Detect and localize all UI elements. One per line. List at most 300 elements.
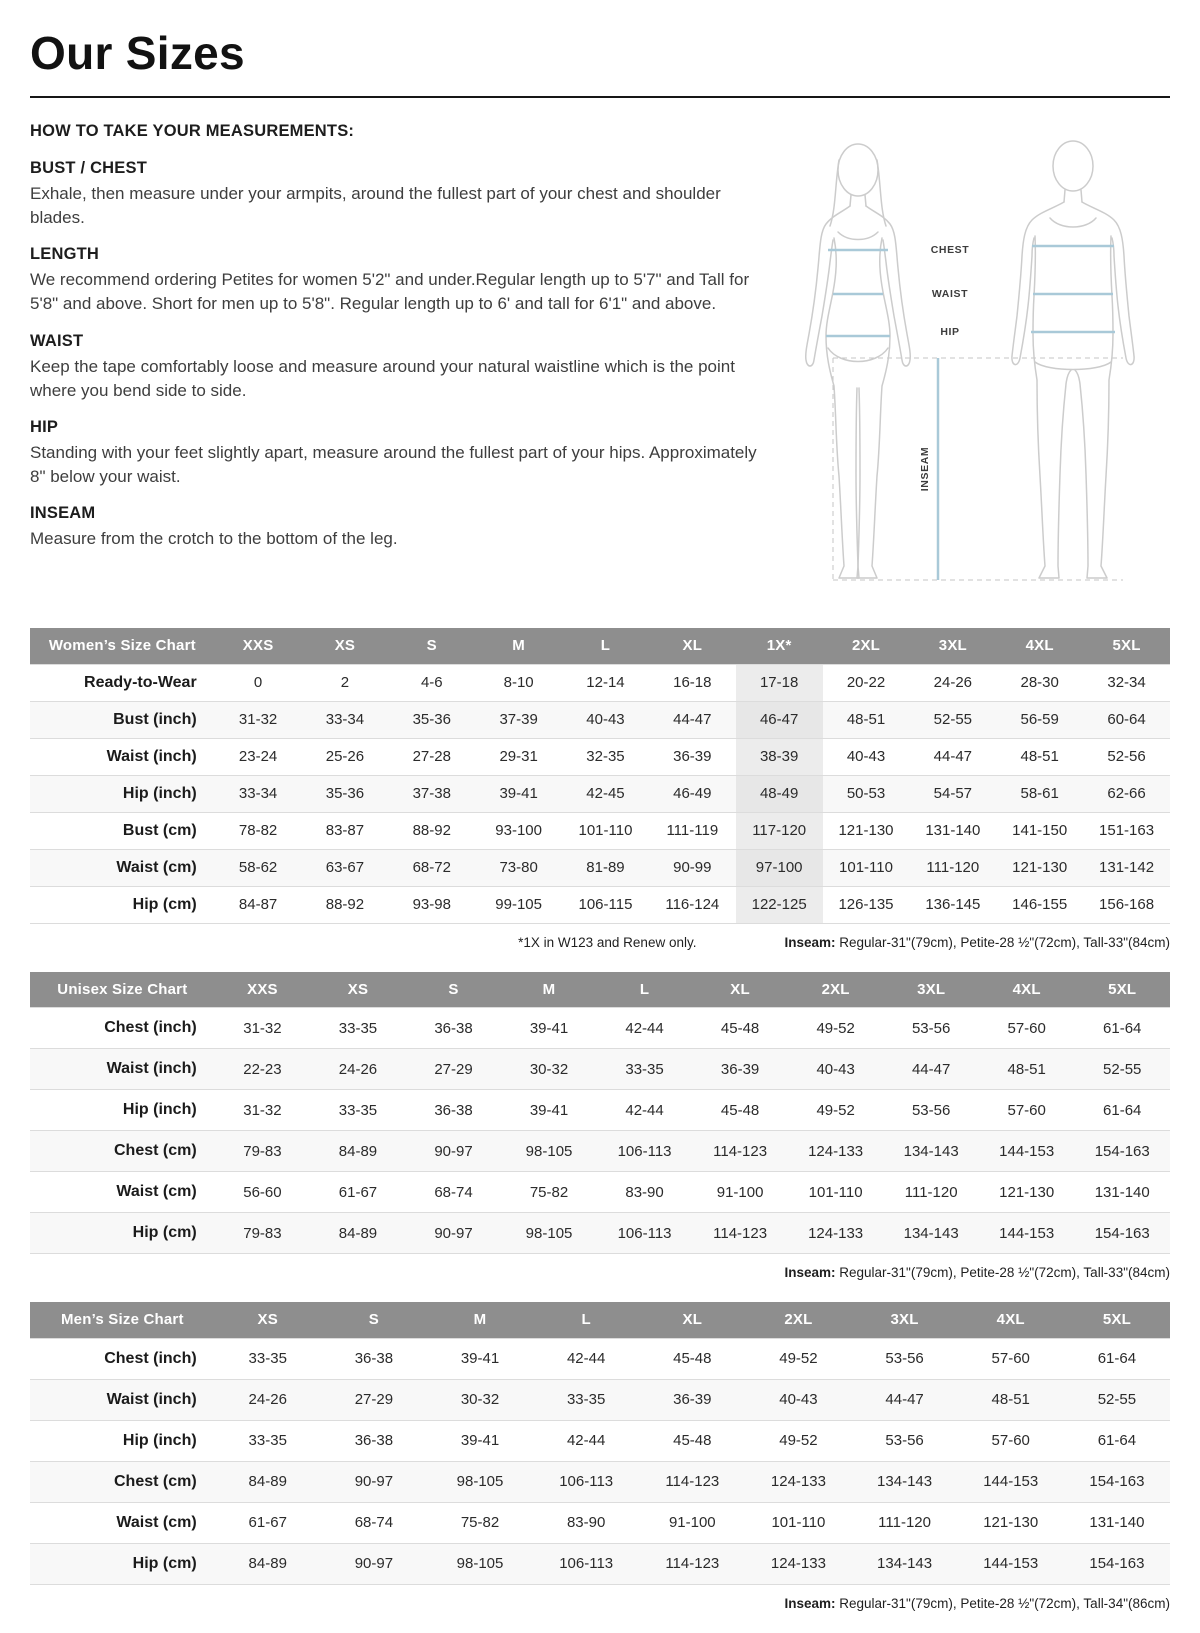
size-cell: 2	[340, 674, 350, 691]
size-cell: 122-125	[736, 886, 823, 923]
size-cell: 61-67	[338, 1183, 378, 1201]
size-cell: 68-72	[412, 859, 451, 876]
size-cell: 84-89	[248, 1555, 287, 1572]
woman-swimsuit-neckline	[838, 232, 878, 240]
size-cell: 16-18	[673, 674, 712, 691]
row-label: Chest (cm)	[113, 1142, 197, 1159]
size-cell: 48-51	[1020, 748, 1059, 765]
size-cell: 98-105	[456, 1555, 504, 1572]
size-cell: 53-56	[911, 1101, 951, 1119]
instruction-section	[30, 418, 760, 489]
size-cell: 37-38	[412, 785, 451, 802]
section-heading: HIP	[30, 417, 59, 436]
unisex-size-chart	[30, 972, 1170, 1255]
size-cell: 144-153	[983, 1473, 1039, 1490]
size-cell: 48-49	[736, 775, 823, 812]
inseam-footnote: Inseam: Regular-31"(79cm), Petite-28 ½"(72cm), Tall-33"(84cm)	[784, 1265, 1170, 1280]
size-cell: 50-53	[846, 785, 886, 802]
woman-left-arm	[805, 206, 849, 366]
table-footnotes	[30, 935, 1170, 950]
size-cell: 32-34	[1107, 674, 1146, 691]
table-row	[30, 1502, 1170, 1543]
size-cell: 75-82	[460, 1514, 500, 1531]
header-row	[30, 628, 1170, 664]
size-cell: 57-60	[991, 1350, 1030, 1367]
size-cell: 61-64	[1097, 1432, 1137, 1449]
row-label: Waist (inch)	[106, 1390, 197, 1408]
column-header: XS	[215, 1302, 321, 1338]
size-cell: 56-60	[243, 1183, 282, 1201]
size-cell: 88-92	[325, 896, 365, 913]
size-cell: 42-44	[625, 1019, 664, 1037]
size-cell: 131-140	[1094, 1183, 1150, 1201]
size-cell: 61-64	[1103, 1101, 1142, 1119]
size-cell: 36-38	[354, 1432, 394, 1449]
size-cell: 84-89	[338, 1224, 378, 1242]
column-header: S	[406, 972, 502, 1008]
body-measurement-illustration	[778, 126, 1168, 606]
size-cell: 134-143	[903, 1142, 959, 1160]
table-row	[30, 775, 1170, 812]
row-label: Waist (cm)	[116, 1513, 197, 1531]
column-header: S	[388, 628, 475, 664]
woman-right-arm	[866, 206, 910, 366]
size-cell: 98-105	[456, 1473, 504, 1490]
row-label: Waist (inch)	[106, 1060, 197, 1077]
column-header: S	[321, 1302, 427, 1338]
table-row	[30, 812, 1170, 849]
table-row	[30, 1420, 1170, 1461]
size-cell: 134-143	[877, 1473, 933, 1490]
size-cell: 44-47	[911, 1060, 951, 1078]
size-cell: 45-48	[720, 1019, 760, 1037]
size-cell: 111-120	[878, 1514, 931, 1531]
size-cell: 124-133	[808, 1224, 864, 1242]
size-cell: 45-48	[720, 1101, 760, 1119]
size-cell: 49-52	[816, 1101, 855, 1119]
size-cell: 98-105	[525, 1224, 573, 1242]
table-row	[30, 738, 1170, 775]
size-cell: 63-67	[325, 859, 365, 876]
size-cell: 42-44	[625, 1101, 664, 1119]
table-title: Unisex Size Chart	[30, 972, 215, 1008]
size-cell: 58-62	[238, 859, 278, 876]
size-cell: 90-97	[434, 1224, 473, 1242]
size-cell: 36-39	[673, 1391, 712, 1408]
measurement-instructions	[30, 122, 775, 606]
size-cell: 93-98	[412, 896, 451, 913]
size-cell: 30-32	[529, 1060, 569, 1078]
size-cell: 99-105	[495, 896, 542, 913]
man-figure	[1011, 141, 1133, 578]
measurement-sections	[30, 159, 760, 551]
size-cell: 52-55	[1103, 1060, 1142, 1078]
instruction-section	[30, 332, 760, 403]
size-cell: 83-90	[625, 1183, 664, 1201]
size-cell: 35-36	[325, 785, 365, 802]
size-cell: 38-39	[736, 738, 823, 775]
size-cell: 52-55	[933, 711, 973, 728]
instruction-section	[30, 159, 760, 230]
row-label: Waist (inch)	[106, 747, 197, 765]
page-title: Our Sizes	[30, 26, 1170, 98]
size-cell: 36-38	[434, 1101, 473, 1119]
size-cell: 45-48	[673, 1432, 712, 1449]
row-label: Chest (inch)	[104, 1019, 197, 1036]
size-cell: 60-64	[1107, 711, 1146, 728]
size-cell: 124-133	[808, 1142, 864, 1160]
table-footnotes	[30, 1265, 1170, 1280]
size-cell: 101-110	[578, 822, 633, 839]
row-label: Bust (cm)	[122, 821, 197, 839]
size-cell: 97-100	[736, 849, 823, 886]
size-cell: 90-97	[434, 1142, 473, 1160]
size-cell: 33-35	[338, 1019, 378, 1037]
size-cell: 39-41	[529, 1019, 569, 1037]
size-cell: 124-133	[770, 1555, 826, 1572]
size-cell: 36-38	[354, 1350, 394, 1367]
size-cell: 84-89	[248, 1473, 287, 1490]
size-cell: 154-163	[1094, 1224, 1150, 1242]
column-header: 4XL	[979, 972, 1075, 1008]
column-header: 4XL	[958, 1302, 1064, 1338]
woman-right-body	[857, 238, 890, 578]
size-cell: 48-51	[991, 1391, 1030, 1408]
instruction-section	[30, 245, 760, 316]
size-cell: 131-142	[1099, 859, 1155, 876]
size-cell: 156-168	[1099, 896, 1155, 913]
column-header: M	[427, 1302, 533, 1338]
table-row	[30, 1172, 1170, 1213]
size-cell: 61-64	[1103, 1019, 1142, 1037]
man-right-arm	[1082, 202, 1134, 365]
size-cell: 134-143	[903, 1224, 959, 1242]
size-cell: 134-143	[877, 1555, 933, 1572]
size-cell: 126-135	[838, 896, 894, 913]
size-cell: 42-44	[566, 1432, 606, 1449]
size-cell: 111-119	[666, 822, 719, 839]
size-cell: 90-97	[354, 1473, 394, 1490]
row-label: Chest (cm)	[113, 1472, 197, 1490]
row-label: Waist (cm)	[116, 858, 197, 876]
size-cell: 79-83	[243, 1142, 282, 1160]
hip-label: HIP	[939, 326, 960, 338]
size-cell: 101-110	[808, 1183, 863, 1201]
size-cell: 136-145	[925, 896, 981, 913]
size-cell: 22-23	[243, 1060, 282, 1078]
size-cell: 154-163	[1089, 1555, 1145, 1572]
size-cell: 46-47	[736, 701, 823, 738]
man-right-body	[1075, 236, 1113, 578]
size-cell: 154-163	[1094, 1142, 1150, 1160]
size-cell: 117-120	[736, 812, 823, 849]
size-cell: 40-43	[779, 1391, 818, 1408]
row-label: Bust (inch)	[113, 710, 197, 728]
footnote-note: *1X in W123 and Renew only.	[518, 934, 697, 950]
size-cell: 57-60	[1007, 1019, 1046, 1037]
size-cell: 121-130	[983, 1514, 1039, 1531]
size-cell: 49-52	[779, 1432, 818, 1449]
measurement-diagram	[775, 122, 1170, 606]
instructions-heading: HOW TO TAKE YOUR MEASUREMENTS:	[30, 122, 355, 140]
size-cell: 25-26	[325, 748, 365, 765]
size-cell: 29-31	[499, 748, 538, 765]
size-cell: 40-43	[586, 711, 625, 728]
size-cell: 36-39	[720, 1060, 760, 1078]
size-cell: 24-26	[933, 674, 973, 691]
size-cell: 39-41	[460, 1350, 500, 1367]
column-header: 5XL	[1083, 628, 1170, 664]
column-header: L	[533, 1302, 639, 1338]
column-header: L	[562, 628, 649, 664]
size-cell: 68-74	[354, 1514, 394, 1531]
size-cell: 33-35	[248, 1350, 287, 1367]
size-cell: 73-80	[499, 859, 538, 876]
size-cell: 42-45	[586, 785, 625, 802]
row-label: Hip (inch)	[122, 1101, 197, 1118]
table-row	[30, 1131, 1170, 1172]
size-cell: 17-18	[736, 664, 823, 701]
man-left-arm	[1011, 202, 1063, 365]
size-cell: 62-66	[1107, 785, 1146, 802]
size-cell: 131-140	[925, 822, 981, 839]
size-cell: 61-64	[1097, 1350, 1137, 1367]
section-heading: LENGTH	[30, 245, 100, 264]
column-header: 4XL	[996, 628, 1083, 664]
size-cell: 154-163	[1089, 1473, 1145, 1490]
size-cell: 31-32	[243, 1019, 282, 1037]
table-row	[30, 1090, 1170, 1131]
woman-swimsuit-hipline	[828, 348, 888, 362]
row-label: Chest (inch)	[104, 1349, 197, 1367]
woman-head	[838, 144, 878, 196]
woman-left-body	[826, 238, 859, 578]
size-cell: 31-32	[238, 711, 278, 728]
woman-figure	[805, 144, 910, 578]
column-header: XS	[310, 972, 406, 1008]
table-row	[30, 1543, 1170, 1584]
size-cell: 27-29	[434, 1060, 473, 1078]
section-heading: INSEAM	[30, 504, 96, 522]
size-cell: 88-92	[412, 822, 451, 839]
section-body: Keep the tape comfortably loose and measure around your natural waistline which is the point where you bend side to side.	[30, 356, 735, 400]
chest-label: CHEST	[930, 244, 969, 256]
size-cell: 83-90	[566, 1514, 606, 1531]
row-label: Hip (inch)	[122, 784, 197, 802]
size-cell: 23-24	[238, 748, 278, 765]
inseam-footnote: Inseam: Regular-31"(79cm), Petite-28 ½"(72cm), Tall-33"(84cm)	[784, 934, 1170, 950]
section-body: Exhale, then measure under your armpits, around the fullest part of your chest and shoulder blades.	[30, 184, 721, 228]
size-cell: 90-97	[354, 1555, 394, 1572]
size-cell: 46-49	[673, 785, 712, 802]
size-cell: 35-36	[412, 711, 451, 728]
table-title: Women’s Size Chart	[30, 628, 215, 664]
table-row	[30, 1049, 1170, 1090]
size-cell: 111-120	[926, 859, 980, 876]
size-cell: 33-35	[625, 1060, 664, 1078]
size-cell: 49-52	[779, 1350, 818, 1367]
size-cell: 114-123	[713, 1142, 768, 1160]
size-cell: 24-26	[248, 1391, 287, 1408]
size-cell: 106-113	[559, 1473, 614, 1490]
column-header: M	[475, 628, 562, 664]
size-cell: 114-123	[713, 1224, 768, 1242]
size-cell: 28-30	[1020, 674, 1059, 691]
header-row	[30, 1302, 1170, 1338]
instruction-section	[30, 504, 760, 551]
size-cell: 75-82	[529, 1183, 569, 1201]
table-row	[30, 1008, 1170, 1049]
size-cell: 79-83	[243, 1224, 282, 1242]
waist-label: WAIST	[931, 288, 968, 300]
table-row	[30, 1461, 1170, 1502]
section-body: Standing with your feet slightly apart, measure around the fullest part of your hips. Approximately 8" below your waist.	[30, 442, 757, 486]
column-header: XXS	[215, 628, 302, 664]
section-body: We recommend ordering Petites for women 5'2" and under.Regular length up to 5'7" and Tall for 5'8" and above. Short for men up to 5'8". Regular length up to 6' and tall for 6'1" and above.	[30, 270, 750, 314]
size-cell: 101-110	[839, 859, 893, 876]
size-cell: 32-35	[586, 748, 625, 765]
size-cell: 53-56	[885, 1350, 924, 1367]
section-body: Measure from the crotch to the bottom of the leg.	[30, 529, 398, 548]
size-cell: 24-26	[338, 1060, 378, 1078]
size-cell: 124-133	[770, 1473, 826, 1490]
size-cell: 83-87	[325, 822, 365, 839]
size-cell: 101-110	[771, 1514, 826, 1531]
size-cell: 68-74	[434, 1183, 473, 1201]
table-row	[30, 664, 1170, 701]
column-header: 2XL	[788, 972, 884, 1008]
column-header: 2XL	[823, 628, 910, 664]
size-cell: 44-47	[673, 711, 712, 728]
size-cell: 33-35	[338, 1101, 378, 1119]
size-cell: 52-56	[1107, 748, 1146, 765]
column-header: XS	[302, 628, 389, 664]
size-cell: 57-60	[991, 1432, 1030, 1449]
column-header: 3XL	[883, 972, 979, 1008]
size-cell: 84-89	[338, 1142, 378, 1160]
column-header: 3XL	[852, 1302, 958, 1338]
size-cell: 98-105	[525, 1142, 573, 1160]
man-tank-neckline	[1050, 218, 1096, 227]
size-cell: 40-43	[846, 748, 886, 765]
size-cell: 40-43	[816, 1060, 855, 1078]
column-header: XXS	[215, 972, 311, 1008]
size-cell: 90-99	[673, 859, 712, 876]
table-row	[30, 849, 1170, 886]
section-heading: WAIST	[30, 331, 84, 350]
row-label: Hip (cm)	[132, 1224, 197, 1241]
size-cell: 91-100	[668, 1514, 716, 1531]
size-cell: 33-35	[248, 1432, 287, 1449]
size-cell: 44-47	[885, 1391, 924, 1408]
size-cell: 53-56	[911, 1019, 951, 1037]
size-cell: 33-34	[325, 711, 365, 728]
man-left-body	[1033, 236, 1071, 578]
table-row	[30, 886, 1170, 923]
size-cell: 56-59	[1020, 711, 1059, 728]
size-cell: 144-153	[999, 1224, 1055, 1242]
header-row	[30, 972, 1170, 1008]
size-cell: 37-39	[499, 711, 538, 728]
man-shorts-line	[1035, 362, 1111, 370]
size-cell: 116-124	[665, 896, 720, 913]
man-neck	[1064, 190, 1082, 202]
size-cell: 8-10	[503, 674, 534, 691]
size-cell: 54-57	[933, 785, 973, 802]
column-header: L	[597, 972, 693, 1008]
size-cell: 33-34	[238, 785, 278, 802]
column-header: M	[501, 972, 597, 1008]
size-cell: 44-47	[933, 748, 973, 765]
size-cell: 106-113	[617, 1224, 672, 1242]
size-cell: 58-61	[1020, 785, 1059, 802]
size-cell: 39-41	[460, 1432, 500, 1449]
column-header: 1X*	[736, 628, 823, 664]
column-header: 2XL	[745, 1302, 851, 1338]
table-row	[30, 701, 1170, 738]
size-cell: 84-87	[238, 896, 278, 913]
size-cell: 114-123	[665, 1555, 720, 1572]
size-cell: 78-82	[238, 822, 278, 839]
inseam-footnote: Inseam: Regular-31"(79cm), Petite-28 ½"(72cm), Tall-34"(86cm)	[784, 1595, 1170, 1611]
size-cell: 121-130	[838, 822, 894, 839]
size-cell: 52-55	[1097, 1391, 1137, 1408]
size-cell: 57-60	[1007, 1101, 1046, 1119]
womens-size-chart	[30, 628, 1170, 924]
size-cell: 39-41	[499, 785, 538, 802]
size-cell: 12-14	[586, 674, 625, 691]
size-cell: 27-28	[412, 748, 451, 765]
size-cell: 81-89	[586, 859, 625, 876]
size-cell: 91-100	[716, 1183, 764, 1201]
size-tables	[30, 628, 1170, 1611]
column-header: XL	[692, 972, 788, 1008]
column-header: XL	[649, 628, 736, 664]
size-cell: 61-67	[248, 1514, 287, 1531]
section-heading: BUST / CHEST	[30, 159, 147, 177]
size-cell: 4-6	[420, 674, 443, 691]
size-cell: 20-22	[846, 674, 886, 691]
column-header: 5XL	[1074, 972, 1170, 1008]
top-section	[30, 122, 1170, 606]
row-label: Hip (cm)	[132, 1554, 197, 1572]
column-header: 3XL	[909, 628, 996, 664]
size-cell: 144-153	[999, 1142, 1055, 1160]
size-cell: 36-39	[673, 748, 712, 765]
size-cell: 121-130	[999, 1183, 1055, 1201]
size-cell: 114-123	[665, 1473, 720, 1490]
size-cell: 31-32	[243, 1101, 282, 1119]
column-header: 5XL	[1064, 1302, 1170, 1338]
row-label: Waist (cm)	[116, 1183, 197, 1200]
table-row	[30, 1379, 1170, 1420]
size-cell: 106-113	[617, 1142, 672, 1160]
size-cell: 33-35	[566, 1391, 606, 1408]
size-cell: 39-41	[529, 1101, 569, 1119]
inseam-label: INSEAM	[918, 446, 931, 492]
size-cell: 93-100	[495, 822, 542, 839]
table-row	[30, 1213, 1170, 1254]
size-cell: 146-155	[1012, 896, 1068, 913]
size-cell: 0	[253, 674, 263, 691]
size-cell: 151-163	[1099, 822, 1155, 839]
size-cell: 45-48	[673, 1350, 712, 1367]
size-cell: 106-115	[578, 896, 633, 913]
size-cell: 141-150	[1012, 822, 1068, 839]
size-cell: 144-153	[983, 1555, 1039, 1572]
size-cell: 111-120	[904, 1183, 958, 1201]
size-cell: 42-44	[566, 1350, 606, 1367]
